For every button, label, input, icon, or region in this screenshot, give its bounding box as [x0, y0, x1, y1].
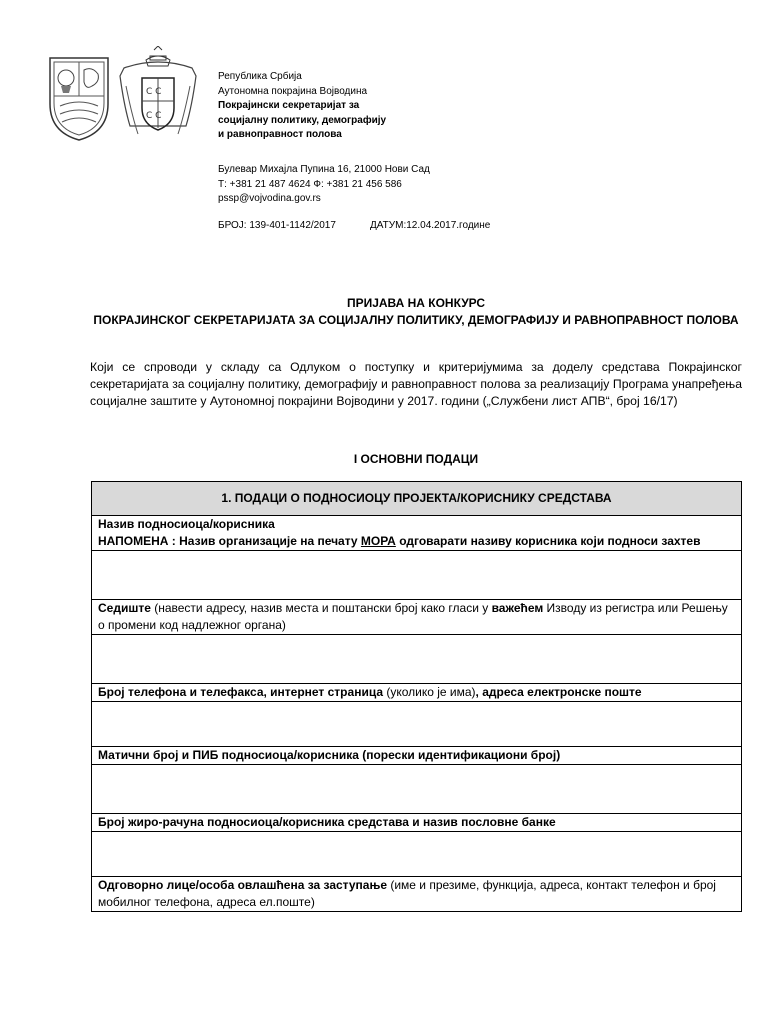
contact-phone: Т: +381 21 487 4624 Ф: +381 21 456 586: [218, 178, 402, 190]
field-representative-label: [92, 877, 742, 912]
field-applicant-name-title: Назив подносиоца/корисника: [98, 517, 275, 531]
field-bank-label: [92, 814, 742, 832]
document-title: ПРИЈАВА НА КОНКУРС: [346, 296, 486, 310]
header-line-3: Покрајински секретаријат за: [218, 100, 360, 111]
coat-of-arms-icon: [46, 46, 206, 146]
header-line-2: Аутономна покрајина Војводина: [218, 85, 368, 97]
field-seat-title: Седиште: [98, 601, 151, 615]
field-phone-email: , адреса електронске поште: [475, 685, 642, 699]
header-line-5: и равноправност полова: [218, 129, 342, 140]
field-id-title: Матични број и ПИБ подносиоца/корисника (порески идентификациони број): [98, 748, 561, 762]
field-seat-input[interactable]: [92, 635, 742, 684]
svg-text:С С: С С: [146, 87, 162, 97]
reference-number: БРОЈ: 139-401-1142/2017: [218, 220, 336, 231]
field-representative-text: (име и презиме, функција, адреса, контакт телефон и број мобилног телефона, адреса ел.поште): [98, 878, 716, 909]
contact-email: pssp@vojvodina.gov.rs: [218, 193, 321, 204]
field-id-input[interactable]: [92, 765, 742, 814]
reference-line: [218, 220, 491, 231]
field-applicant-name-note: [98, 534, 700, 548]
contact-address: Булевар Михајла Пупина 16, 21000 Нови Сад: [218, 164, 430, 175]
reference-date: ДАТУМ:12.04.2017.године: [370, 220, 491, 231]
contact-block: [218, 163, 430, 207]
header-line-4: социјалну политику, демографију: [218, 114, 387, 126]
section-title: I ОСНОВНИ ПОДАЦИ: [353, 452, 479, 466]
header-line-1: Република Србија: [218, 71, 302, 82]
field-id-label: [92, 747, 742, 765]
note-prefix: НАПОМЕНА : Назив организације на печату: [98, 534, 361, 548]
field-phone-title: Број телефона и телефакса, интернет страница: [98, 685, 384, 699]
svg-text:С С: С С: [146, 111, 162, 121]
field-bank-input[interactable]: [92, 832, 742, 877]
field-phone-text: (уколико је има): [383, 685, 476, 699]
applicant-data-table: [91, 481, 742, 912]
intro-paragraph: Који се спроводи у складу са Одлуком о поступку и критеријумима за доделу средстава Покрајинског секретаријата за социјалну политику, демографију и равноправност полова за реализацију Програма унапређења социјалне заштите у Аутономној покрајини Војводини у 2017. години („Службени лист АПВ“, број 16/17): [90, 360, 742, 408]
field-seat-text-2: Изводу из регистра или Решењу о промени код надлежног органа): [98, 601, 728, 632]
field-bank-name: и назив пословне банке: [408, 815, 556, 829]
field-phone-input[interactable]: [92, 702, 742, 747]
field-applicant-name-input[interactable]: [92, 551, 742, 600]
field-applicant-name-label: [92, 516, 742, 551]
note-emphasis: МОРА: [360, 534, 396, 548]
document-subtitle: ПОКРАЈИНСКОГ СЕКРЕТАРИЈАТА ЗА СОЦИЈАЛНУ ПОЛИТИКУ, ДЕМОГРАФИЈУ И РАВНОПРАВНОСТ ПОЛОВА: [93, 313, 739, 327]
coat-of-arms-logos: [46, 46, 206, 146]
field-seat-text-1: (навести адресу, назив места и поштански број како гласи у: [150, 601, 492, 615]
table-header: 1. ПОДАЦИ О ПОДНОСИОЦУ ПРОЈЕКТА/КОРИСНИКУ СРЕДСТАВА: [92, 482, 742, 516]
field-seat-label: [92, 600, 742, 635]
institution-header: [218, 70, 386, 143]
field-representative-title: Одговорно лице/особа овлашћена за заступање: [98, 878, 387, 892]
note-suffix: одговарати називу корисника који подноси захтев: [395, 534, 701, 548]
field-seat-emphasis: важећем: [491, 601, 544, 615]
field-phone-label: [92, 684, 742, 702]
field-bank-title: Број жиро-рачуна подносиоца/корисника средстава: [98, 815, 409, 829]
